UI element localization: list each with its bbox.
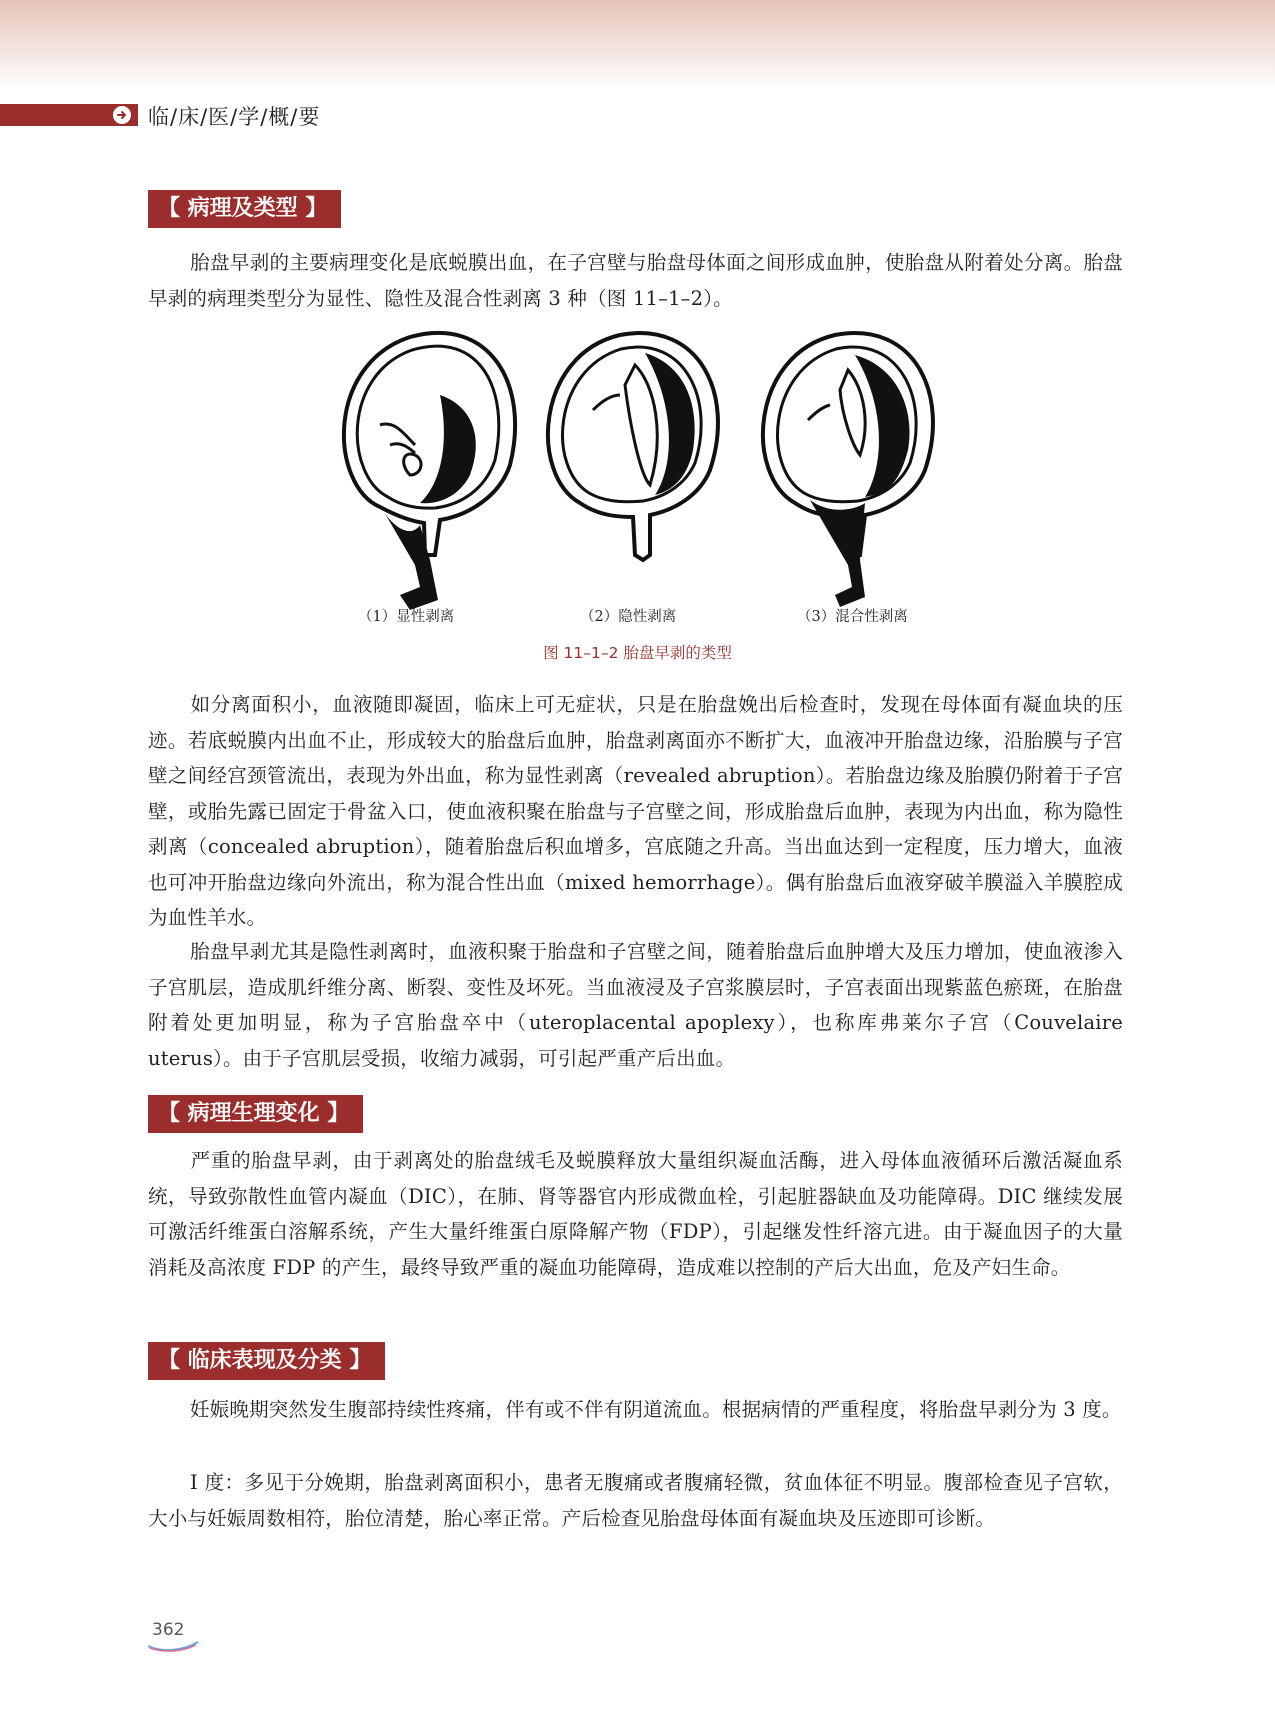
- page-number: 362: [152, 1620, 185, 1640]
- figure-sublabel-2: （2）隐性剥离: [580, 609, 677, 625]
- section-heading-pathology: 【 病理及类型 】: [148, 190, 341, 228]
- arrow-right-icon: [113, 106, 131, 124]
- running-header-title: 临/床/医/学/概/要: [148, 105, 321, 129]
- section-heading-pathophysiology: 【 病理生理变化 】: [148, 1095, 363, 1133]
- figure-placental-abruption-types: [320, 325, 960, 615]
- paragraph: 严重的胎盘早剥，由于剥离处的胎盘绒毛及蜕膜释放大量组织凝血活酶，进入母体血液循环后激活凝血系统，导致弥散性血管内凝血（DIC），在肺、肾等器官内形成微血栓，引起脏器缺血及功能障碍。DIC 继续发展可激活纤维蛋白溶解系统，产生大量纤维蛋白原降解产物（FDP），引起继发性纤溶亢进。由于凝血因子的大量消耗及高浓度 FDP 的产生，最终导致严重的凝血功能障碍，造成难以控制的产后大出血，危及产妇生命。: [148, 1149, 1123, 1279]
- figure-caption: 图 11–1–2 胎盘早剥的类型: [543, 644, 732, 662]
- uterus-diagram-mixed: [763, 333, 933, 607]
- paragraph: 如分离面积小，血液随即凝固，临床上可无症状，只是在胎盘娩出后检查时，发现在母体面有凝血块的压迹。若底蜕膜内出血不止，形成较大的胎盘后血肿，胎盘剥离面亦不断扩大，血液冲开胎盘边缘，沿胎膜与子宫壁之间经宫颈管流出，表现为外出血，称为显性剥离（revealed abruption）。若胎盘边缘及胎膜仍附着于子宫壁，或胎先露已固定于骨盆入口，使血液积聚在胎盘与子宫壁之间，形成胎盘后血肿，表现为内出血，称为隐性剥离（concealed abruption），随着胎盘后积血增多，宫底随之升高。当出血达到一定程度，压力增大，血液也可冲开胎盘边缘向外流出，称为混合性出血（mixed hemorrhage）。偶有胎盘后血液穿破羊膜溢入羊膜腔成为血性羊水。: [148, 693, 1123, 929]
- figure-sublabel-3: （3）混合性剥离: [797, 609, 908, 625]
- paragraph: 妊娠晚期突然发生腹部持续性疼痛，伴有或不伴有阴道流血。根据病情的严重程度，将胎盘早剥分为 3 度。: [190, 1398, 1122, 1421]
- paragraph: 胎盘早剥的主要病理变化是底蜕膜出血，在子宫壁与胎盘母体面之间形成血肿，使胎盘从附着处分离。胎盘早剥的病理类型分为显性、隐性及混合性剥离 3 种（图 11–1–2）。: [148, 251, 1123, 310]
- page-number-swoosh-icon: [146, 1640, 200, 1652]
- uterus-diagram-concealed: [548, 333, 718, 560]
- page-top-band: [0, 0, 1275, 90]
- uterus-diagram-revealed: [344, 333, 515, 610]
- paragraph: 胎盘早剥尤其是隐性剥离时，血液积聚于胎盘和子宫壁之间，随着胎盘后血肿增大及压力增加，使血液渗入子宫肌层，造成肌纤维分离、断裂、变性及坏死。当血液浸及子宫浆膜层时，子宫表面出现紫蓝色瘀斑，在胎盘附着处更加明显，称为子宫胎盘卒中（uteroplacental apoplexy），也称库弗莱尔子宫（Couvelaire uterus）。由于子宫肌层受损，收缩力减弱，可引起严重产后出血。: [148, 940, 1123, 1070]
- section-heading-clinical: 【 临床表现及分类 】: [148, 1342, 385, 1380]
- figure-sublabel-1: （1）显性剥离: [358, 609, 455, 625]
- paragraph: I 度：多见于分娩期，胎盘剥离面积小，患者无腹痛或者腹痛轻微，贫血体征不明显。腹部检查见子宫软，大小与妊娠周数相符，胎位清楚，胎心率正常。产后检查见胎盘母体面有凝血块及压迹即可诊断。: [148, 1471, 1123, 1530]
